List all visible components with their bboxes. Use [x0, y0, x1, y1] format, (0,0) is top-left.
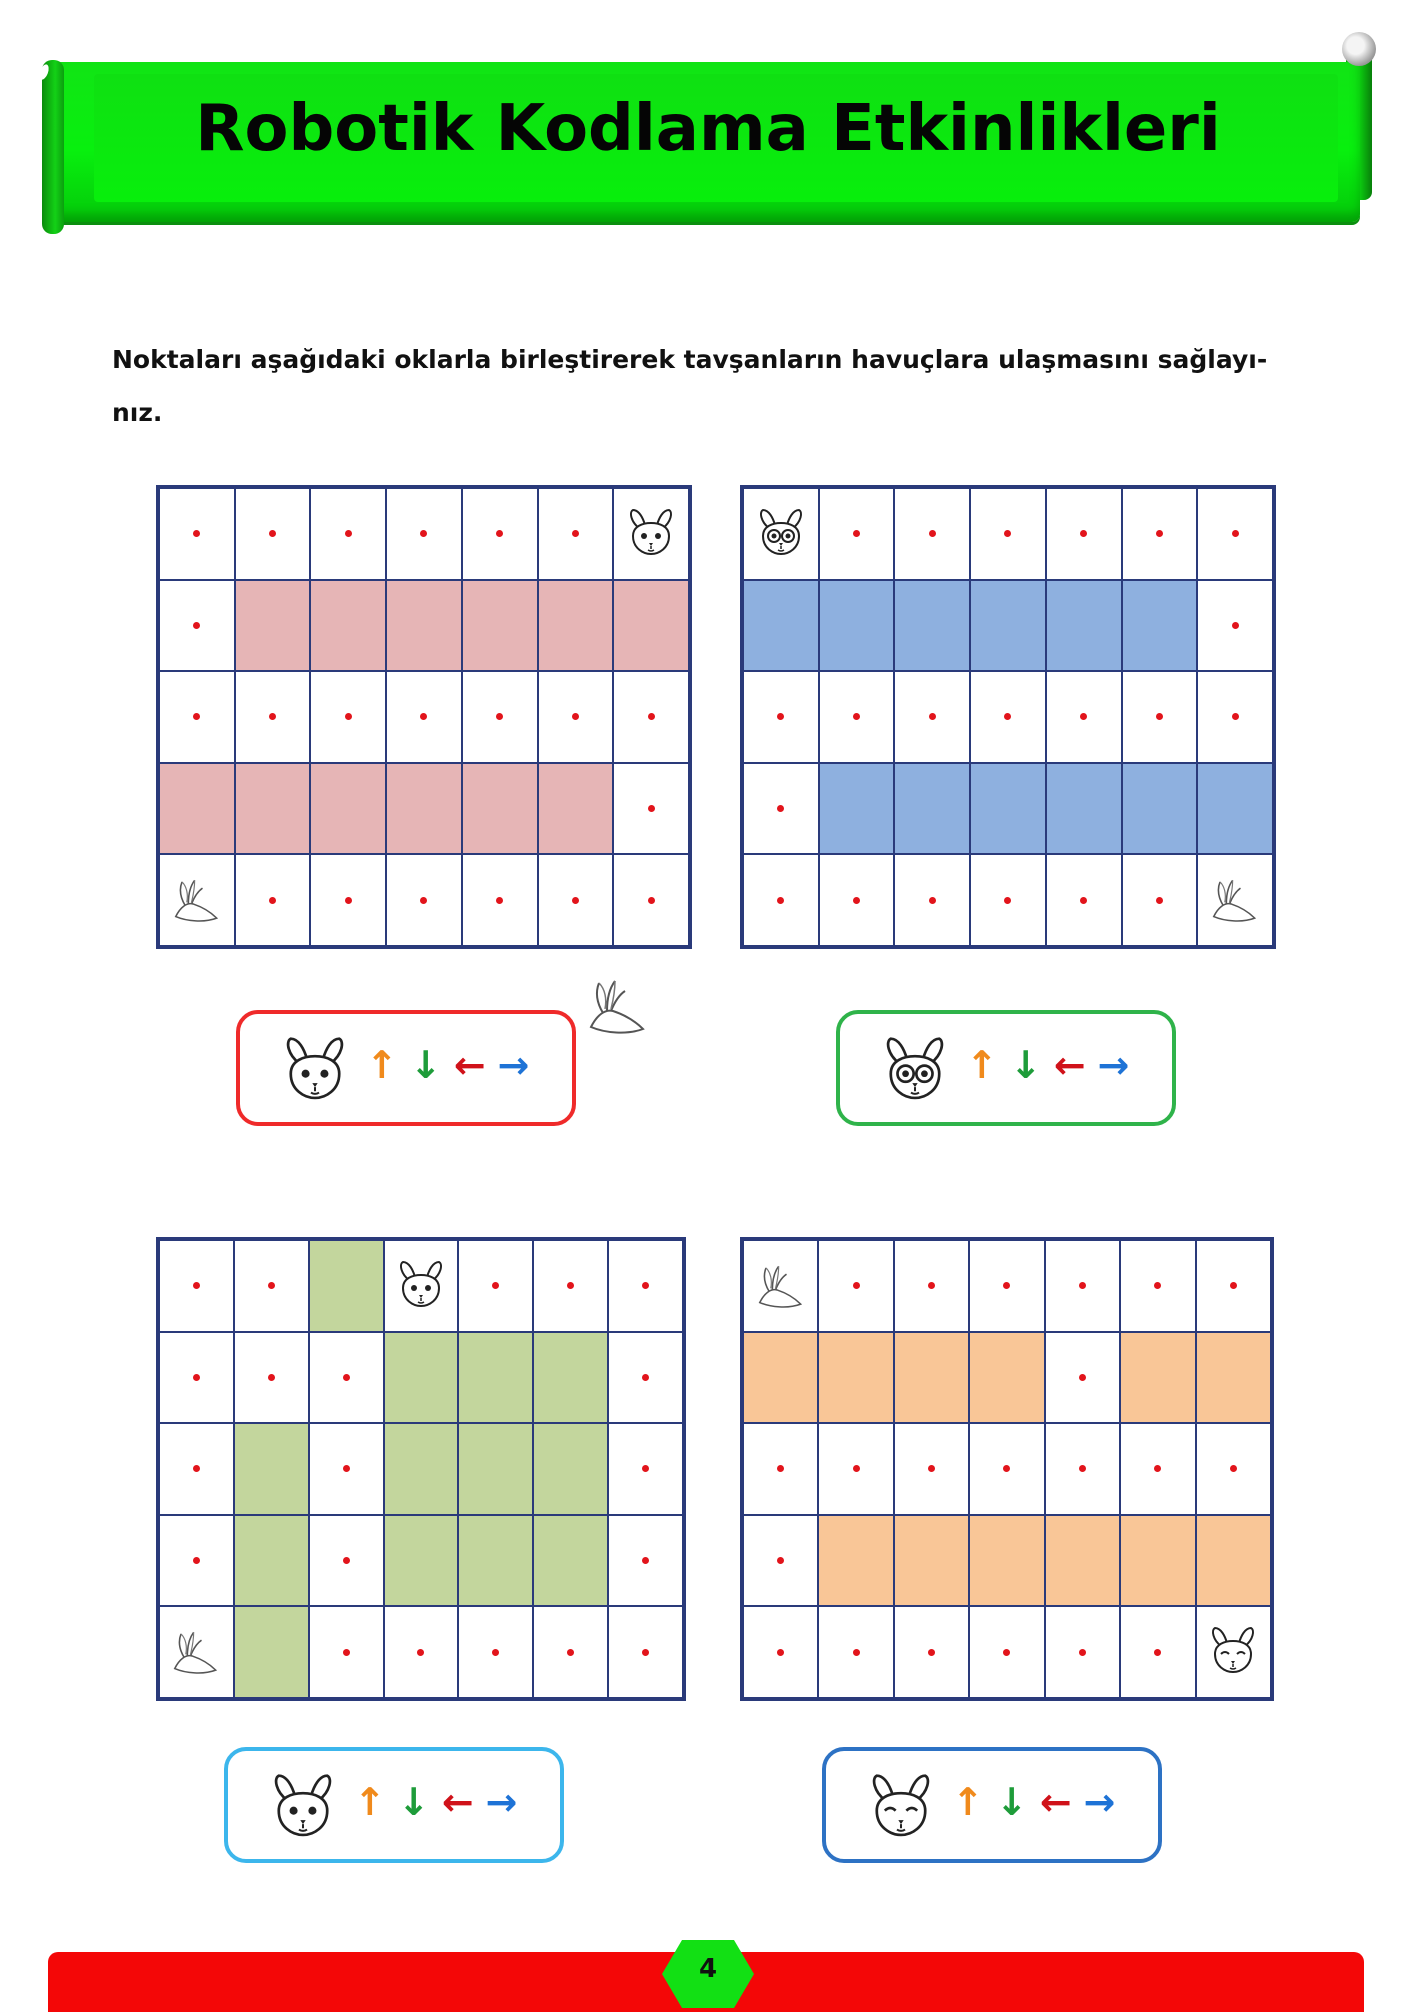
- dot-cell: [1045, 1423, 1120, 1515]
- dot-cell: [613, 854, 689, 946]
- arrow-up-icon: ↑: [966, 1043, 998, 1087]
- dot-cell: [1046, 671, 1122, 763]
- red-dot-icon: [1080, 897, 1087, 904]
- red-dot-icon: [1003, 1465, 1010, 1472]
- red-dot-icon: [648, 713, 655, 720]
- red-dot-icon: [853, 1649, 860, 1656]
- bunny-icon: [280, 1036, 350, 1111]
- dot-cell: [819, 671, 895, 763]
- blocked-cell: [309, 1240, 384, 1332]
- arrow-up-icon: ↑: [952, 1780, 984, 1824]
- dot-cell: [159, 1423, 234, 1515]
- red-dot-icon: [1154, 1649, 1161, 1656]
- dot-cell: [969, 1423, 1044, 1515]
- red-dot-icon: [929, 713, 936, 720]
- maze-grid-2: [740, 485, 1276, 949]
- dot-cell: [608, 1423, 683, 1515]
- dot-cell: [970, 854, 1046, 946]
- bunny-start-cell: [743, 488, 819, 580]
- dot-cell: [159, 671, 235, 763]
- dot-cell: [1120, 1423, 1195, 1515]
- red-dot-icon: [777, 805, 784, 812]
- dot-cell: [743, 763, 819, 855]
- arrow-legend: [366, 1042, 529, 1088]
- blocked-cell: [234, 1606, 309, 1698]
- dot-cell: [384, 1606, 459, 1698]
- red-dot-icon: [268, 1374, 275, 1381]
- arrow-up-icon: ↑: [366, 1043, 398, 1087]
- red-dot-icon: [193, 1374, 200, 1381]
- dot-cell: [894, 488, 970, 580]
- dot-cell: [538, 854, 614, 946]
- red-dot-icon: [853, 1465, 860, 1472]
- red-dot-icon: [345, 713, 352, 720]
- red-dot-icon: [642, 1465, 649, 1472]
- dot-cell: [1196, 1423, 1271, 1515]
- red-dot-icon: [420, 713, 427, 720]
- blocked-cell: [310, 580, 386, 672]
- bunny-start-cell: [613, 488, 689, 580]
- red-dot-icon: [567, 1282, 574, 1289]
- blocked-cell: [970, 580, 1046, 672]
- dot-cell: [310, 671, 386, 763]
- blocked-cell: [1122, 580, 1198, 672]
- blocked-cell: [384, 1423, 459, 1515]
- red-dot-icon: [269, 713, 276, 720]
- arrow-left-icon: ←: [1039, 1780, 1072, 1824]
- arrow-left-icon: ←: [441, 1780, 474, 1824]
- red-dot-icon: [777, 897, 784, 904]
- blocked-cell: [462, 580, 538, 672]
- dot-cell: [1196, 1240, 1271, 1332]
- dot-cell: [386, 671, 462, 763]
- blocked-cell: [970, 763, 1046, 855]
- dot-cell: [159, 488, 235, 580]
- dot-cell: [458, 1240, 533, 1332]
- dot-cell: [159, 1332, 234, 1424]
- dot-cell: [818, 1606, 893, 1698]
- red-dot-icon: [343, 1465, 350, 1472]
- page-number: 4: [698, 1954, 718, 1984]
- dot-cell: [309, 1515, 384, 1607]
- dot-cell: [894, 1606, 969, 1698]
- dot-cell: [894, 1240, 969, 1332]
- red-dot-icon: [1154, 1282, 1161, 1289]
- blocked-cell: [533, 1332, 608, 1424]
- dot-cell: [613, 671, 689, 763]
- title-banner: [48, 58, 1368, 234]
- blocked-cell: [386, 580, 462, 672]
- blocked-cell: [159, 763, 235, 855]
- blocked-cell: [538, 580, 614, 672]
- red-dot-icon: [1154, 1465, 1161, 1472]
- red-dot-icon: [1232, 530, 1239, 537]
- red-dot-icon: [929, 530, 936, 537]
- blocked-cell: [533, 1423, 608, 1515]
- page-title: Robotik Kodlama Etkinlikleri: [195, 92, 1221, 166]
- red-dot-icon: [1079, 1282, 1086, 1289]
- dot-cell: [1122, 854, 1198, 946]
- dot-cell: [235, 488, 311, 580]
- blocked-cell: [458, 1332, 533, 1424]
- dot-cell: [1197, 488, 1273, 580]
- red-dot-icon: [496, 713, 503, 720]
- red-dot-icon: [269, 530, 276, 537]
- dot-cell: [969, 1606, 1044, 1698]
- red-dot-icon: [1156, 897, 1163, 904]
- red-dot-icon: [1230, 1465, 1237, 1472]
- blocked-cell: [384, 1332, 459, 1424]
- dot-cell: [1120, 1240, 1195, 1332]
- dot-cell: [894, 671, 970, 763]
- dot-cell: [1197, 580, 1273, 672]
- carrot-goal-cell: [743, 1240, 818, 1332]
- dot-cell: [235, 854, 311, 946]
- blocked-cell: [1197, 763, 1273, 855]
- blocked-cell: [458, 1515, 533, 1607]
- dot-cell: [1122, 671, 1198, 763]
- red-dot-icon: [269, 897, 276, 904]
- dot-cell: [1197, 671, 1273, 763]
- blocked-cell: [1045, 1515, 1120, 1607]
- blocked-cell: [235, 580, 311, 672]
- arrow-left-icon: ←: [453, 1043, 486, 1087]
- red-dot-icon: [928, 1649, 935, 1656]
- arrow-left-icon: ←: [1053, 1043, 1086, 1087]
- maze-grid-4: [740, 1237, 1274, 1701]
- dot-cell: [533, 1606, 608, 1698]
- dot-cell: [818, 1240, 893, 1332]
- red-dot-icon: [1232, 622, 1239, 629]
- blocked-cell: [533, 1515, 608, 1607]
- dot-cell: [462, 671, 538, 763]
- red-dot-icon: [343, 1649, 350, 1656]
- red-dot-icon: [853, 530, 860, 537]
- blocked-cell: [384, 1515, 459, 1607]
- legend-box-1: [236, 1010, 576, 1126]
- dot-cell: [462, 854, 538, 946]
- red-dot-icon: [420, 897, 427, 904]
- dot-cell: [1045, 1606, 1120, 1698]
- red-dot-icon: [853, 713, 860, 720]
- dot-cell: [970, 488, 1046, 580]
- blocked-cell: [1046, 580, 1122, 672]
- red-dot-icon: [1003, 1282, 1010, 1289]
- red-dot-icon: [777, 1465, 784, 1472]
- bunny-icon: [880, 1036, 950, 1111]
- red-dot-icon: [777, 713, 784, 720]
- red-dot-icon: [1080, 530, 1087, 537]
- red-dot-icon: [193, 622, 200, 629]
- red-dot-icon: [1080, 713, 1087, 720]
- red-dot-icon: [1156, 530, 1163, 537]
- arrow-down-icon: ↓: [397, 1780, 430, 1824]
- red-dot-icon: [572, 897, 579, 904]
- blocked-cell: [538, 763, 614, 855]
- red-dot-icon: [1156, 713, 1163, 720]
- carrot-icon: [585, 975, 651, 1042]
- dot-cell: [1120, 1606, 1195, 1698]
- carrot-goal-cell: [159, 854, 235, 946]
- red-dot-icon: [642, 1557, 649, 1564]
- red-dot-icon: [777, 1557, 784, 1564]
- arrow-down-icon: ↓: [995, 1780, 1028, 1824]
- blocked-cell: [969, 1332, 1044, 1424]
- red-dot-icon: [572, 530, 579, 537]
- red-dot-icon: [642, 1649, 649, 1656]
- red-dot-icon: [492, 1649, 499, 1656]
- blocked-cell: [1122, 763, 1198, 855]
- red-dot-icon: [193, 1282, 200, 1289]
- red-dot-icon: [642, 1282, 649, 1289]
- dot-cell: [743, 671, 819, 763]
- dot-cell: [309, 1606, 384, 1698]
- blocked-cell: [310, 763, 386, 855]
- dot-cell: [533, 1240, 608, 1332]
- dot-cell: [1045, 1332, 1120, 1424]
- blocked-cell: [386, 763, 462, 855]
- red-dot-icon: [268, 1282, 275, 1289]
- red-dot-icon: [417, 1649, 424, 1656]
- dot-cell: [608, 1240, 683, 1332]
- red-dot-icon: [343, 1374, 350, 1381]
- red-dot-icon: [929, 897, 936, 904]
- banner-curl-icon: [1342, 32, 1376, 66]
- dot-cell: [235, 671, 311, 763]
- red-dot-icon: [572, 713, 579, 720]
- red-dot-icon: [193, 1465, 200, 1472]
- blocked-cell: [234, 1515, 309, 1607]
- blocked-cell: [1196, 1515, 1271, 1607]
- arrow-down-icon: ↓: [409, 1043, 442, 1087]
- red-dot-icon: [567, 1649, 574, 1656]
- dot-cell: [159, 1515, 234, 1607]
- carrot-goal-cell: [159, 1606, 234, 1698]
- dot-cell: [159, 580, 235, 672]
- red-dot-icon: [928, 1282, 935, 1289]
- arrow-legend: [966, 1042, 1129, 1088]
- dot-cell: [462, 488, 538, 580]
- red-dot-icon: [1232, 713, 1239, 720]
- dot-cell: [309, 1423, 384, 1515]
- dot-cell: [310, 854, 386, 946]
- bunny-start-cell: [384, 1240, 459, 1332]
- maze-grid-3: [156, 1237, 686, 1701]
- arrow-right-icon: →: [497, 1043, 530, 1087]
- blocked-cell: [894, 1515, 969, 1607]
- bunny-icon: [268, 1773, 338, 1848]
- red-dot-icon: [642, 1374, 649, 1381]
- red-dot-icon: [193, 713, 200, 720]
- arrow-down-icon: ↓: [1009, 1043, 1042, 1087]
- dot-cell: [894, 854, 970, 946]
- arrow-right-icon: →: [1097, 1043, 1130, 1087]
- dot-cell: [1122, 488, 1198, 580]
- bunny-icon: [866, 1773, 936, 1848]
- dot-cell: [538, 671, 614, 763]
- arrow-legend: [354, 1779, 517, 1825]
- legend-box-3: [224, 1747, 564, 1863]
- dot-cell: [159, 1240, 234, 1332]
- blocked-cell: [894, 763, 970, 855]
- dot-cell: [819, 854, 895, 946]
- red-dot-icon: [345, 897, 352, 904]
- red-dot-icon: [420, 530, 427, 537]
- dot-cell: [1045, 1240, 1120, 1332]
- dot-cell: [234, 1332, 309, 1424]
- carrot-goal-cell: [1197, 854, 1273, 946]
- dot-cell: [538, 488, 614, 580]
- arrow-right-icon: →: [485, 1780, 518, 1824]
- dot-cell: [608, 1332, 683, 1424]
- arrow-legend: [952, 1779, 1115, 1825]
- red-dot-icon: [1079, 1465, 1086, 1472]
- red-dot-icon: [853, 1282, 860, 1289]
- blocked-cell: [894, 580, 970, 672]
- dot-cell: [743, 1515, 818, 1607]
- red-dot-icon: [1079, 1374, 1086, 1381]
- red-dot-icon: [496, 530, 503, 537]
- blocked-cell: [235, 763, 311, 855]
- red-dot-icon: [648, 897, 655, 904]
- dot-cell: [310, 488, 386, 580]
- dot-cell: [894, 1423, 969, 1515]
- dot-cell: [970, 671, 1046, 763]
- blocked-cell: [819, 580, 895, 672]
- dot-cell: [1046, 854, 1122, 946]
- dot-cell: [969, 1240, 1044, 1332]
- dot-cell: [234, 1240, 309, 1332]
- dot-cell: [818, 1423, 893, 1515]
- arrow-right-icon: →: [1083, 1780, 1116, 1824]
- dot-cell: [613, 763, 689, 855]
- blocked-cell: [818, 1332, 893, 1424]
- red-dot-icon: [193, 530, 200, 537]
- page-number-badge: [660, 1938, 756, 2010]
- blocked-cell: [1120, 1515, 1195, 1607]
- maze-grid-1: [156, 485, 692, 949]
- red-dot-icon: [777, 1649, 784, 1656]
- red-dot-icon: [853, 897, 860, 904]
- red-dot-icon: [1003, 1649, 1010, 1656]
- red-dot-icon: [492, 1282, 499, 1289]
- red-dot-icon: [648, 805, 655, 812]
- red-dot-icon: [1004, 530, 1011, 537]
- blocked-cell: [462, 763, 538, 855]
- red-dot-icon: [496, 897, 503, 904]
- arrow-up-icon: ↑: [354, 1780, 386, 1824]
- dot-cell: [743, 1423, 818, 1515]
- red-dot-icon: [928, 1465, 935, 1472]
- dot-cell: [743, 1606, 818, 1698]
- red-dot-icon: [1004, 897, 1011, 904]
- blocked-cell: [1196, 1332, 1271, 1424]
- blocked-cell: [819, 763, 895, 855]
- instruction-text: Noktaları aşağıdaki oklarla birleştirerek tavşanların havuçlara ulaşmasını sağlayı- nız.: [112, 345, 1268, 427]
- blocked-cell: [1046, 763, 1122, 855]
- legend-box-4: [822, 1747, 1162, 1863]
- dot-cell: [458, 1606, 533, 1698]
- red-dot-icon: [1230, 1282, 1237, 1289]
- dot-cell: [386, 854, 462, 946]
- red-dot-icon: [193, 1557, 200, 1564]
- blocked-cell: [613, 580, 689, 672]
- blocked-cell: [743, 580, 819, 672]
- red-dot-icon: [1004, 713, 1011, 720]
- blocked-cell: [1120, 1332, 1195, 1424]
- red-dot-icon: [1079, 1649, 1086, 1656]
- bunny-start-cell: [1196, 1606, 1271, 1698]
- blocked-cell: [818, 1515, 893, 1607]
- blocked-cell: [969, 1515, 1044, 1607]
- dot-cell: [608, 1515, 683, 1607]
- red-dot-icon: [343, 1557, 350, 1564]
- blocked-cell: [743, 1332, 818, 1424]
- blocked-cell: [234, 1423, 309, 1515]
- blocked-cell: [458, 1423, 533, 1515]
- red-dot-icon: [345, 530, 352, 537]
- dot-cell: [743, 854, 819, 946]
- dot-cell: [1046, 488, 1122, 580]
- dot-cell: [309, 1332, 384, 1424]
- dot-cell: [386, 488, 462, 580]
- dot-cell: [819, 488, 895, 580]
- legend-box-2: [836, 1010, 1176, 1126]
- dot-cell: [608, 1606, 683, 1698]
- blocked-cell: [894, 1332, 969, 1424]
